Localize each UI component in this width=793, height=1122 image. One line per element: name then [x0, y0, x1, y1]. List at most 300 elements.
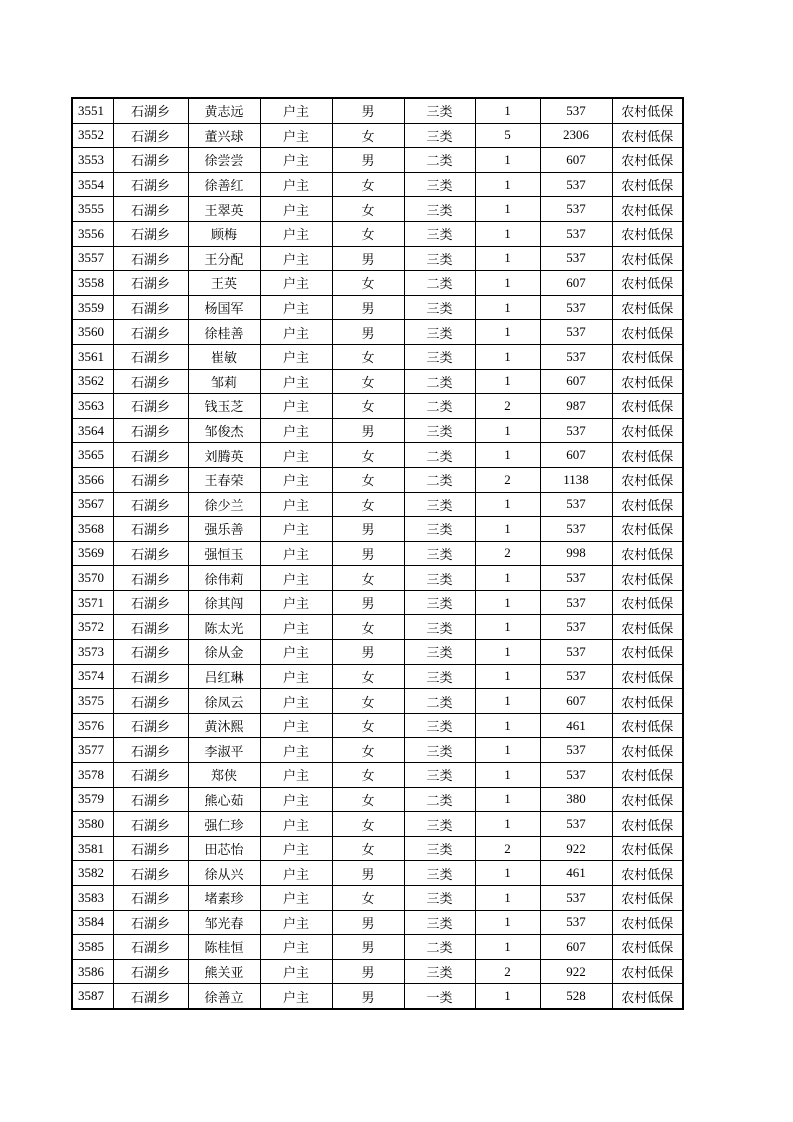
table-row — [72, 689, 683, 714]
household-size-cell: 1 — [475, 886, 540, 911]
gender-cell: 女 — [332, 369, 404, 394]
category-cell: 三类 — [404, 812, 475, 837]
row-id-cell: 3566 — [72, 467, 113, 492]
program-cell: 农村低保 — [612, 394, 683, 419]
name-cell: 王春荣 — [188, 467, 260, 492]
relation-cell: 户主 — [260, 271, 332, 296]
relation-cell: 户主 — [260, 394, 332, 419]
document-sheet — [71, 97, 684, 1010]
gender-cell: 女 — [332, 344, 404, 369]
table-row — [72, 148, 683, 173]
relation-cell: 户主 — [260, 984, 332, 1009]
table-row — [72, 738, 683, 763]
category-cell: 二类 — [404, 467, 475, 492]
relation-cell: 户主 — [260, 615, 332, 640]
amount-cell: 537 — [540, 812, 612, 837]
gender-cell: 女 — [332, 689, 404, 714]
relation-cell: 户主 — [260, 640, 332, 665]
name-cell: 徐凤云 — [188, 689, 260, 714]
category-cell: 三类 — [404, 492, 475, 517]
gender-cell: 女 — [332, 738, 404, 763]
amount-cell: 922 — [540, 836, 612, 861]
relation-cell: 户主 — [260, 123, 332, 148]
name-cell: 杨国军 — [188, 295, 260, 320]
household-size-cell: 1 — [475, 738, 540, 763]
category-cell: 三类 — [404, 221, 475, 246]
category-cell: 三类 — [404, 541, 475, 566]
table-row — [72, 517, 683, 542]
name-cell: 熊关亚 — [188, 959, 260, 984]
category-cell: 三类 — [404, 959, 475, 984]
amount-cell: 998 — [540, 541, 612, 566]
township-cell: 石湖乡 — [113, 369, 188, 394]
household-size-cell: 1 — [475, 492, 540, 517]
row-id-cell: 3557 — [72, 246, 113, 271]
category-cell: 二类 — [404, 394, 475, 419]
relation-cell: 户主 — [260, 344, 332, 369]
program-cell: 农村低保 — [612, 467, 683, 492]
program-cell: 农村低保 — [612, 812, 683, 837]
table-row — [72, 640, 683, 665]
category-cell: 三类 — [404, 738, 475, 763]
program-cell: 农村低保 — [612, 517, 683, 542]
row-id-cell: 3563 — [72, 394, 113, 419]
table-row — [72, 271, 683, 296]
row-id-cell: 3571 — [72, 590, 113, 615]
category-cell: 二类 — [404, 148, 475, 173]
household-size-cell: 1 — [475, 148, 540, 173]
relation-cell: 户主 — [260, 886, 332, 911]
table-row — [72, 369, 683, 394]
gender-cell: 女 — [332, 615, 404, 640]
program-cell: 农村低保 — [612, 787, 683, 812]
table-row — [72, 246, 683, 271]
name-cell: 徐尝尝 — [188, 148, 260, 173]
relation-cell: 户主 — [260, 861, 332, 886]
amount-cell: 537 — [540, 517, 612, 542]
program-cell: 农村低保 — [612, 492, 683, 517]
township-cell: 石湖乡 — [113, 295, 188, 320]
amount-cell: 1138 — [540, 467, 612, 492]
gender-cell: 男 — [332, 98, 404, 123]
name-cell: 董兴球 — [188, 123, 260, 148]
amount-cell: 537 — [540, 172, 612, 197]
township-cell: 石湖乡 — [113, 738, 188, 763]
township-cell: 石湖乡 — [113, 123, 188, 148]
relation-cell: 户主 — [260, 172, 332, 197]
household-size-cell: 1 — [475, 713, 540, 738]
household-size-cell: 1 — [475, 344, 540, 369]
program-cell: 农村低保 — [612, 123, 683, 148]
household-size-cell: 1 — [475, 369, 540, 394]
amount-cell: 607 — [540, 369, 612, 394]
name-cell: 强仁珍 — [188, 812, 260, 837]
category-cell: 三类 — [404, 910, 475, 935]
township-cell: 石湖乡 — [113, 615, 188, 640]
township-cell: 石湖乡 — [113, 640, 188, 665]
row-id-cell: 3577 — [72, 738, 113, 763]
name-cell: 邹莉 — [188, 369, 260, 394]
relation-cell: 户主 — [260, 541, 332, 566]
township-cell: 石湖乡 — [113, 959, 188, 984]
name-cell: 徐其闯 — [188, 590, 260, 615]
category-cell: 三类 — [404, 418, 475, 443]
name-cell: 邹俊杰 — [188, 418, 260, 443]
row-id-cell: 3565 — [72, 443, 113, 468]
table-row — [72, 467, 683, 492]
program-cell: 农村低保 — [612, 689, 683, 714]
township-cell: 石湖乡 — [113, 197, 188, 222]
household-size-cell: 1 — [475, 197, 540, 222]
row-id-cell: 3584 — [72, 910, 113, 935]
row-id-cell: 3581 — [72, 836, 113, 861]
gender-cell: 女 — [332, 271, 404, 296]
relation-cell: 户主 — [260, 738, 332, 763]
relation-cell: 户主 — [260, 148, 332, 173]
township-cell: 石湖乡 — [113, 590, 188, 615]
amount-cell: 607 — [540, 443, 612, 468]
household-size-cell: 1 — [475, 763, 540, 788]
township-cell: 石湖乡 — [113, 98, 188, 123]
amount-cell: 537 — [540, 738, 612, 763]
relation-cell: 户主 — [260, 295, 332, 320]
relation-cell: 户主 — [260, 590, 332, 615]
gender-cell: 女 — [332, 394, 404, 419]
row-id-cell: 3554 — [72, 172, 113, 197]
category-cell: 三类 — [404, 615, 475, 640]
program-cell: 农村低保 — [612, 369, 683, 394]
name-cell: 徐善红 — [188, 172, 260, 197]
household-size-cell: 2 — [475, 467, 540, 492]
category-cell: 三类 — [404, 517, 475, 542]
relation-cell: 户主 — [260, 320, 332, 345]
row-id-cell: 3579 — [72, 787, 113, 812]
row-id-cell: 3555 — [72, 197, 113, 222]
relation-cell: 户主 — [260, 566, 332, 591]
program-cell: 农村低保 — [612, 763, 683, 788]
township-cell: 石湖乡 — [113, 541, 188, 566]
table-row — [72, 984, 683, 1009]
row-id-cell: 3562 — [72, 369, 113, 394]
name-cell: 钱玉芝 — [188, 394, 260, 419]
township-cell: 石湖乡 — [113, 935, 188, 960]
table-row — [72, 959, 683, 984]
township-cell: 石湖乡 — [113, 492, 188, 517]
name-cell: 陈桂恒 — [188, 935, 260, 960]
household-size-cell: 1 — [475, 295, 540, 320]
gender-cell: 男 — [332, 861, 404, 886]
program-cell: 农村低保 — [612, 640, 683, 665]
household-size-cell: 2 — [475, 836, 540, 861]
category-cell: 二类 — [404, 935, 475, 960]
amount-cell: 528 — [540, 984, 612, 1009]
amount-cell: 537 — [540, 98, 612, 123]
table-row — [72, 812, 683, 837]
household-size-cell: 1 — [475, 664, 540, 689]
row-id-cell: 3585 — [72, 935, 113, 960]
gender-cell: 女 — [332, 172, 404, 197]
table-row — [72, 590, 683, 615]
relation-cell: 户主 — [260, 197, 332, 222]
township-cell: 石湖乡 — [113, 910, 188, 935]
category-cell: 三类 — [404, 123, 475, 148]
amount-cell: 537 — [540, 221, 612, 246]
household-size-cell: 5 — [475, 123, 540, 148]
name-cell: 李淑平 — [188, 738, 260, 763]
household-size-cell: 1 — [475, 615, 540, 640]
amount-cell: 537 — [540, 492, 612, 517]
township-cell: 石湖乡 — [113, 664, 188, 689]
program-cell: 农村低保 — [612, 172, 683, 197]
category-cell: 三类 — [404, 836, 475, 861]
table-body — [72, 98, 683, 1009]
program-cell: 农村低保 — [612, 664, 683, 689]
row-id-cell: 3574 — [72, 664, 113, 689]
township-cell: 石湖乡 — [113, 418, 188, 443]
row-id-cell: 3570 — [72, 566, 113, 591]
township-cell: 石湖乡 — [113, 172, 188, 197]
township-cell: 石湖乡 — [113, 148, 188, 173]
gender-cell: 男 — [332, 984, 404, 1009]
gender-cell: 男 — [332, 935, 404, 960]
row-id-cell: 3573 — [72, 640, 113, 665]
name-cell: 强恒玉 — [188, 541, 260, 566]
category-cell: 三类 — [404, 664, 475, 689]
relation-cell: 户主 — [260, 935, 332, 960]
township-cell: 石湖乡 — [113, 221, 188, 246]
gender-cell: 女 — [332, 566, 404, 591]
table-row — [72, 541, 683, 566]
relation-cell: 户主 — [260, 910, 332, 935]
name-cell: 崔敏 — [188, 344, 260, 369]
table-row — [72, 172, 683, 197]
table-row — [72, 935, 683, 960]
table-row — [72, 836, 683, 861]
table-row — [72, 787, 683, 812]
name-cell: 堵素珍 — [188, 886, 260, 911]
name-cell: 田芯怡 — [188, 836, 260, 861]
relation-cell: 户主 — [260, 812, 332, 837]
program-cell: 农村低保 — [612, 443, 683, 468]
township-cell: 石湖乡 — [113, 566, 188, 591]
relation-cell: 户主 — [260, 467, 332, 492]
household-size-cell: 1 — [475, 787, 540, 812]
relation-cell: 户主 — [260, 713, 332, 738]
household-size-cell: 1 — [475, 590, 540, 615]
name-cell: 熊心茹 — [188, 787, 260, 812]
gender-cell: 女 — [332, 787, 404, 812]
relation-cell: 户主 — [260, 517, 332, 542]
roster-table — [71, 97, 684, 1010]
gender-cell: 女 — [332, 886, 404, 911]
name-cell: 徐少兰 — [188, 492, 260, 517]
township-cell: 石湖乡 — [113, 861, 188, 886]
gender-cell: 男 — [332, 541, 404, 566]
program-cell: 农村低保 — [612, 935, 683, 960]
relation-cell: 户主 — [260, 369, 332, 394]
amount-cell: 607 — [540, 148, 612, 173]
amount-cell: 537 — [540, 344, 612, 369]
amount-cell: 537 — [540, 590, 612, 615]
township-cell: 石湖乡 — [113, 394, 188, 419]
household-size-cell: 1 — [475, 640, 540, 665]
category-cell: 三类 — [404, 172, 475, 197]
name-cell: 王英 — [188, 271, 260, 296]
table-row — [72, 344, 683, 369]
gender-cell: 女 — [332, 763, 404, 788]
township-cell: 石湖乡 — [113, 812, 188, 837]
gender-cell: 女 — [332, 221, 404, 246]
gender-cell: 男 — [332, 910, 404, 935]
gender-cell: 男 — [332, 959, 404, 984]
relation-cell: 户主 — [260, 959, 332, 984]
program-cell: 农村低保 — [612, 590, 683, 615]
row-id-cell: 3558 — [72, 271, 113, 296]
gender-cell: 女 — [332, 812, 404, 837]
table-row — [72, 295, 683, 320]
program-cell: 农村低保 — [612, 246, 683, 271]
program-cell: 农村低保 — [612, 344, 683, 369]
row-id-cell: 3553 — [72, 148, 113, 173]
program-cell: 农村低保 — [612, 886, 683, 911]
gender-cell: 男 — [332, 295, 404, 320]
name-cell: 王分配 — [188, 246, 260, 271]
row-id-cell: 3583 — [72, 886, 113, 911]
amount-cell: 537 — [540, 246, 612, 271]
table-row — [72, 861, 683, 886]
household-size-cell: 1 — [475, 566, 540, 591]
household-size-cell: 1 — [475, 221, 540, 246]
table-row — [72, 713, 683, 738]
table-row — [72, 763, 683, 788]
gender-cell: 女 — [332, 443, 404, 468]
name-cell: 徐伟莉 — [188, 566, 260, 591]
row-id-cell: 3568 — [72, 517, 113, 542]
township-cell: 石湖乡 — [113, 713, 188, 738]
relation-cell: 户主 — [260, 98, 332, 123]
household-size-cell: 1 — [475, 418, 540, 443]
gender-cell: 女 — [332, 492, 404, 517]
category-cell: 二类 — [404, 443, 475, 468]
household-size-cell: 2 — [475, 394, 540, 419]
program-cell: 农村低保 — [612, 959, 683, 984]
township-cell: 石湖乡 — [113, 886, 188, 911]
township-cell: 石湖乡 — [113, 271, 188, 296]
name-cell: 黄志远 — [188, 98, 260, 123]
relation-cell: 户主 — [260, 836, 332, 861]
name-cell: 徐从兴 — [188, 861, 260, 886]
row-id-cell: 3576 — [72, 713, 113, 738]
name-cell: 吕红琳 — [188, 664, 260, 689]
program-cell: 农村低保 — [612, 615, 683, 640]
household-size-cell: 1 — [475, 443, 540, 468]
table-row — [72, 566, 683, 591]
category-cell: 三类 — [404, 566, 475, 591]
row-id-cell: 3578 — [72, 763, 113, 788]
program-cell: 农村低保 — [612, 738, 683, 763]
gender-cell: 男 — [332, 246, 404, 271]
name-cell: 刘腾英 — [188, 443, 260, 468]
relation-cell: 户主 — [260, 492, 332, 517]
relation-cell: 户主 — [260, 246, 332, 271]
row-id-cell: 3551 — [72, 98, 113, 123]
township-cell: 石湖乡 — [113, 467, 188, 492]
category-cell: 三类 — [404, 861, 475, 886]
row-id-cell: 3556 — [72, 221, 113, 246]
amount-cell: 607 — [540, 689, 612, 714]
gender-cell: 女 — [332, 197, 404, 222]
program-cell: 农村低保 — [612, 910, 683, 935]
row-id-cell: 3564 — [72, 418, 113, 443]
row-id-cell: 3567 — [72, 492, 113, 517]
township-cell: 石湖乡 — [113, 517, 188, 542]
gender-cell: 男 — [332, 517, 404, 542]
table-row — [72, 886, 683, 911]
name-cell: 郑侠 — [188, 763, 260, 788]
gender-cell: 男 — [332, 590, 404, 615]
category-cell: 三类 — [404, 320, 475, 345]
table-row — [72, 394, 683, 419]
category-cell: 二类 — [404, 369, 475, 394]
relation-cell: 户主 — [260, 763, 332, 788]
category-cell: 三类 — [404, 98, 475, 123]
amount-cell: 380 — [540, 787, 612, 812]
program-cell: 农村低保 — [612, 713, 683, 738]
amount-cell: 537 — [540, 763, 612, 788]
township-cell: 石湖乡 — [113, 689, 188, 714]
table-row — [72, 320, 683, 345]
row-id-cell: 3569 — [72, 541, 113, 566]
program-cell: 农村低保 — [612, 197, 683, 222]
amount-cell: 987 — [540, 394, 612, 419]
relation-cell: 户主 — [260, 221, 332, 246]
table-row — [72, 98, 683, 123]
program-cell: 农村低保 — [612, 221, 683, 246]
gender-cell: 男 — [332, 418, 404, 443]
program-cell: 农村低保 — [612, 541, 683, 566]
amount-cell: 537 — [540, 418, 612, 443]
household-size-cell: 1 — [475, 812, 540, 837]
household-size-cell: 1 — [475, 271, 540, 296]
table-row — [72, 418, 683, 443]
relation-cell: 户主 — [260, 418, 332, 443]
row-id-cell: 3586 — [72, 959, 113, 984]
household-size-cell: 1 — [475, 861, 540, 886]
relation-cell: 户主 — [260, 689, 332, 714]
household-size-cell: 1 — [475, 320, 540, 345]
name-cell: 徐从金 — [188, 640, 260, 665]
row-id-cell: 3587 — [72, 984, 113, 1009]
amount-cell: 922 — [540, 959, 612, 984]
table-row — [72, 197, 683, 222]
household-size-cell: 1 — [475, 689, 540, 714]
household-size-cell: 2 — [475, 959, 540, 984]
township-cell: 石湖乡 — [113, 443, 188, 468]
relation-cell: 户主 — [260, 443, 332, 468]
row-id-cell: 3561 — [72, 344, 113, 369]
row-id-cell: 3575 — [72, 689, 113, 714]
amount-cell: 537 — [540, 615, 612, 640]
program-cell: 农村低保 — [612, 148, 683, 173]
row-id-cell: 3552 — [72, 123, 113, 148]
row-id-cell: 3559 — [72, 295, 113, 320]
household-size-cell: 2 — [475, 541, 540, 566]
category-cell: 三类 — [404, 295, 475, 320]
amount-cell: 537 — [540, 320, 612, 345]
table-row — [72, 664, 683, 689]
gender-cell: 女 — [332, 836, 404, 861]
township-cell: 石湖乡 — [113, 787, 188, 812]
